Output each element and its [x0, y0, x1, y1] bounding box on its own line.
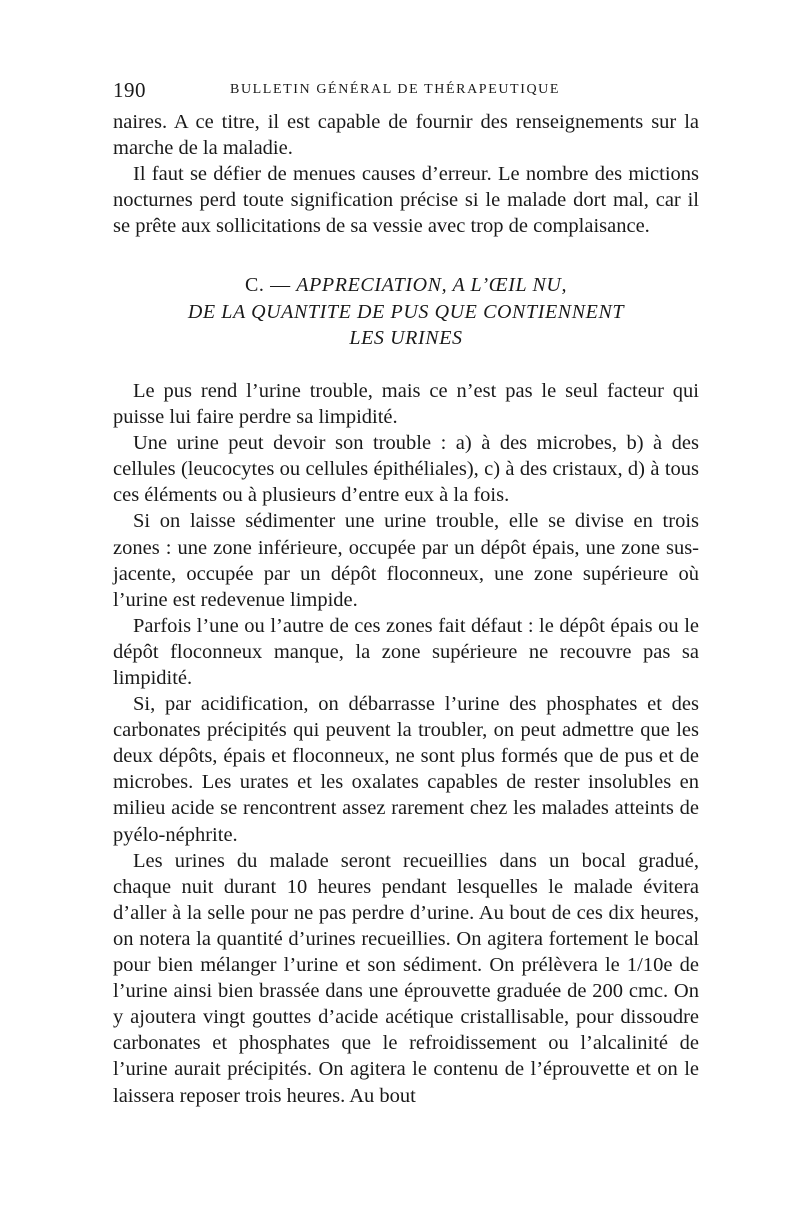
- paragraph: Une urine peut devoir son trouble : a) à des microbes, b) à des cellules (leucocytes ou cellules épithéliales), c) à des cristaux, d) à tous ces éléments ou à plusieurs d’entre eux à la fois.: [113, 432, 699, 507]
- paragraph: Il faut se défier de menues causes d’erreur. Le nombre des mictions nocturnes perd toute signification précise si le malade dort mal, car il se prête aux sollicitations de sa vessie avec trop de complaisance.: [113, 163, 699, 238]
- intro-text: [113, 109, 699, 239]
- paragraph-continuation: naires. A ce titre, il est capable de fournir des renseignements sur la marche de la maladie.: [113, 111, 699, 160]
- paragraph: Le pus rend l’urine trouble, mais ce n’est pas le seul facteur qui puisse lui faire perdre sa limpidité.: [113, 379, 699, 429]
- paragraph: Si on laisse sédimenter une urine trouble, elle se divise en trois zones : une zone inférieure, occupée par un dépôt épais, une zone sus-jacente, occupée par un dépôt floconneux, une zone supérieure où l’urine est redevenue limpide.: [113, 510, 699, 611]
- running-title: BULLETIN GÉNÉRAL DE THÉRAPEUTIQUE: [230, 82, 561, 97]
- page-number: 190: [113, 78, 146, 102]
- heading-line-1: [113, 272, 699, 299]
- heading-title-1: APPRECIATION, A L’ŒIL NU,: [296, 274, 568, 297]
- paragraph: Si, par acidification, on débarrasse l’urine des phosphates et des carbonates précipités qui peuvent la troubler, on peut admettre que les deux dépôts, épais et floconneux, ne sont plus formés que de pus et de microbes. Les urates et les oxalates capables de rester insolubles en milieu acide se rencontrent assez rarement chez les malades atteints de pyélo-néphrite.: [113, 693, 699, 846]
- page-header: [113, 70, 699, 100]
- paragraph: Parfois l’une ou l’autre de ces zones fait défaut : le dépôt épais ou le dépôt floconneux manque, la zone supérieure ne recouvre pas sa limpidité.: [113, 614, 699, 689]
- heading-line-3: LES URINES: [349, 327, 463, 350]
- paragraph: Les urines du malade seront recueillies dans un bocal gradué, chaque nuit durant 10 heures pendant lesquelles le malade évitera d’aller à la selle pour ne pas perdre d’urine. Au bout de ces dix heures, on notera la quantité d’urines recueillies. On agitera fortement le bocal pour bien mélanger l’urine et son sédiment. On prélèvera le 1/10e de l’urine ainsi bien brassée dans une éprouvette graduée de 200 cmc. On y ajoutera vingt gouttes d’acide acétique cristallisable, pour dissoudre carbonates et phosphates que le refroidissement ou l’alcalinité de l’urine aurait précipités. On agitera le contenu de l’éprouvette et on le laissera reposer trois heures. Au bout: [113, 849, 699, 1107]
- document-page: [113, 70, 699, 1109]
- body-text: [113, 378, 699, 1109]
- section-heading: [113, 272, 699, 352]
- heading-line-2: DE LA QUANTITE DE PUS QUE CONTIENNENT: [187, 300, 625, 323]
- heading-prefix: C. —: [244, 274, 297, 297]
